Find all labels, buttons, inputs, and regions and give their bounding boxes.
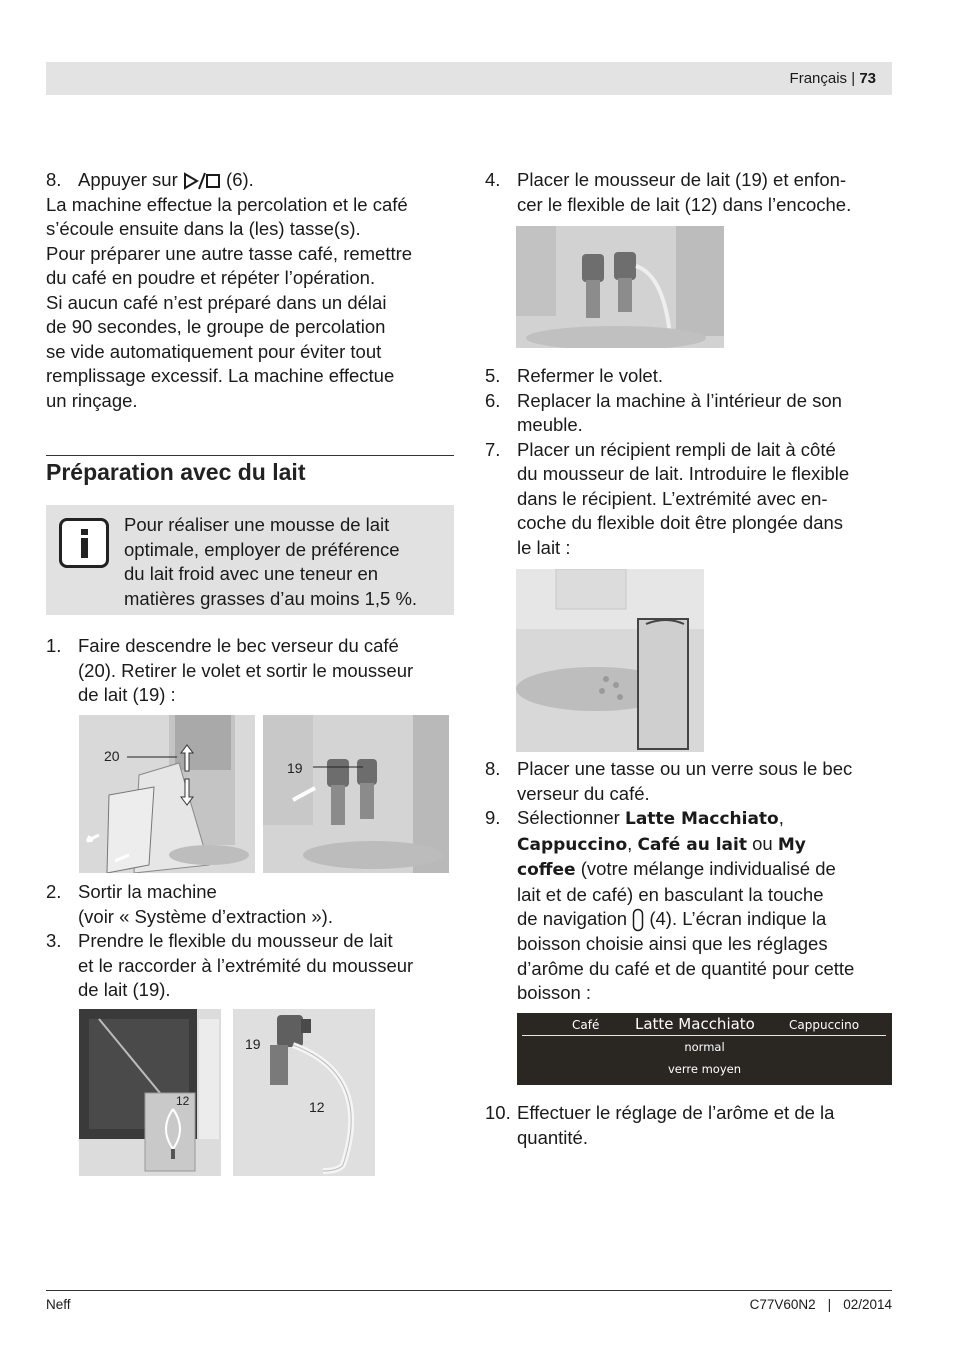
step-3	[46, 929, 456, 1003]
illustration-spout-flap	[79, 715, 255, 873]
step-line	[517, 832, 895, 858]
step-text: (4). L’écran indique la	[644, 908, 827, 929]
section-title: Préparation avec du lait	[46, 459, 306, 485]
step-line: (20). Retirer le volet et sortir le mousseur	[78, 659, 414, 681]
step-text: Sélectionner	[517, 807, 625, 828]
step-number: 2.	[46, 881, 62, 902]
info-note	[46, 505, 454, 615]
step-5	[485, 364, 895, 389]
illustration-hose-storage	[79, 1009, 221, 1176]
step-line: Refermer le volet.	[517, 365, 663, 386]
display-option-left: Café	[572, 1018, 600, 1032]
footer-brand: Neff	[46, 1297, 71, 1312]
right-steps-5-7	[485, 364, 895, 560]
step-number: 3.	[46, 930, 62, 951]
note-text	[124, 513, 449, 611]
step-line: (voir « Système d’extraction »).	[78, 905, 333, 927]
paragraph-line: se vide automatiquement pour éviter tout	[46, 340, 382, 362]
step-line: Placer une tasse ou un verre sous le bec	[517, 758, 853, 779]
display-option-right: Cappuccino	[789, 1018, 860, 1032]
option-cafe-au-lait: Café au lait	[637, 834, 747, 855]
step-text: (votre mélange individualisé de	[575, 858, 836, 879]
step-line: Replacer la machine à l’intérieur de son	[517, 389, 842, 411]
section-divider	[46, 455, 454, 456]
left-step-1	[46, 634, 456, 708]
paragraph-line: un rinçage.	[46, 389, 138, 411]
step-line: verseur du café.	[517, 782, 650, 804]
paragraph-line: remplissage excessif. La machine effectue	[46, 365, 395, 386]
page-number: 73	[859, 70, 876, 87]
step-line: d’arôme du café et de quantité pour cette	[517, 957, 855, 979]
step-text: Appuyer sur	[78, 169, 183, 190]
step-7	[485, 438, 895, 561]
step-text: de navigation	[517, 908, 633, 929]
step-line: quantité.	[517, 1126, 588, 1148]
step-number: 8.	[485, 758, 501, 779]
footer-meta	[750, 1297, 892, 1312]
navigation-key-icon	[632, 908, 644, 932]
step-line: de lait (19).	[78, 979, 171, 1000]
info-icon	[59, 518, 109, 568]
step-1	[46, 634, 456, 708]
step-line: dans le récipient. L’extrémité avec en-	[517, 487, 828, 509]
step-number: 6.	[485, 389, 501, 411]
step-line: Faire descendre le bec verseur du café	[78, 635, 399, 656]
step-line: Placer un récipient rempli de lait à côté	[517, 438, 836, 460]
callout-19: 19	[287, 760, 303, 776]
step-line: Sortir la machine	[78, 881, 217, 902]
step-line: Prendre le flexible du mousseur de lait	[78, 930, 393, 951]
step-number: 7.	[485, 438, 501, 460]
step-number: 4.	[485, 169, 501, 190]
step-line	[517, 857, 895, 883]
footer-divider	[46, 1290, 892, 1291]
step-line: coche du flexible doit être plongée dans	[517, 512, 844, 533]
step-line: le lait :	[517, 536, 571, 558]
paragraph-line: du café en poudre et répéter l’opération.	[46, 267, 376, 288]
callout-20: 20	[104, 748, 120, 764]
paragraph-line: Pour préparer une autre tasse café, remettre	[46, 242, 413, 264]
step-text: ,	[778, 807, 784, 828]
step-text: ou	[746, 832, 778, 854]
step-line: Placer le mousseur de lait (19) et enfon-	[517, 169, 847, 190]
callout-19: 19	[245, 1036, 261, 1052]
footer-separator: |	[827, 1297, 832, 1312]
step-line: lait et de café) en basculant la touche	[517, 883, 824, 905]
step-4	[485, 168, 895, 217]
option-coffee: coffee	[517, 860, 576, 880]
step-line: et le raccorder à l’extrémité du mousseur	[78, 954, 414, 976]
illustration-frother-inserted	[516, 226, 724, 348]
step-line	[517, 806, 895, 832]
step-10	[485, 1101, 895, 1150]
left-column-intro	[46, 168, 456, 413]
step-line: boisson :	[517, 982, 592, 1004]
header-language	[790, 70, 876, 87]
step-number: 1.	[46, 635, 62, 656]
paragraph-line: s’écoule ensuite dans la (les) tasse(s).	[46, 218, 361, 239]
callout-12: 12	[309, 1099, 325, 1115]
step-text: ,	[627, 832, 638, 854]
step-line: de lait (19) :	[78, 684, 176, 705]
left-steps-2-3	[46, 880, 456, 1003]
note-line: du lait froid avec une teneur en	[124, 563, 379, 584]
step-line: cer le flexible de lait (12) dans l’encoche.	[517, 193, 852, 215]
paragraph-line: La machine effectue la percolation et le café	[46, 193, 408, 215]
step-line	[517, 907, 895, 932]
step-line: Effectuer le réglage de l’arôme et de la	[517, 1102, 835, 1123]
step-number: 10.	[485, 1102, 511, 1123]
step-6	[485, 389, 895, 438]
right-step-10	[485, 1101, 895, 1150]
option-cappuccino: Cappuccino	[517, 834, 628, 855]
step-8-right	[485, 757, 895, 806]
header-separator: |	[851, 70, 856, 87]
paragraph-line: Si aucun café n’est préparé dans un délai	[46, 291, 387, 313]
display-aroma: normal	[684, 1040, 725, 1054]
illustration-milk-container	[516, 569, 704, 752]
display-option-selected: Latte Macchiato	[635, 1015, 755, 1033]
display-quantity: verre moyen	[667, 1062, 742, 1076]
step-line: boisson choisie ainsi que les réglages	[517, 933, 828, 955]
illustration-milk-frother-removal	[263, 715, 449, 873]
right-step-4	[485, 168, 895, 217]
step-2	[46, 880, 456, 929]
display-divider	[522, 1035, 886, 1036]
step-number: 5.	[485, 365, 501, 386]
step-line: meuble.	[517, 414, 583, 435]
language-label: Français	[789, 70, 848, 87]
step-9	[485, 806, 895, 1006]
illustration-hose-connected	[233, 1009, 375, 1176]
paragraph-line: de 90 secondes, le groupe de percolation	[46, 316, 386, 337]
option-latte-macchiato: Latte Macchiato	[624, 809, 779, 829]
start-stop-icon	[183, 172, 221, 190]
step-8-left	[46, 168, 456, 193]
right-steps-8-9	[485, 757, 895, 1006]
note-line: optimale, employer de préférence	[124, 538, 400, 560]
footer-date: 02/2014	[843, 1297, 892, 1312]
footer-model: C77V60N2	[749, 1297, 816, 1312]
callout-12: 12	[176, 1094, 190, 1108]
step-number: 8.	[46, 169, 62, 190]
option-my: My	[777, 834, 806, 855]
step-text-end: (6).	[220, 169, 254, 190]
note-line: Pour réaliser une mousse de lait	[124, 514, 390, 535]
step-line: du mousseur de lait. Introduire le flexible	[517, 463, 850, 484]
header-bar	[46, 62, 892, 95]
note-line: matières grasses d’au moins 1,5 %.	[124, 587, 418, 609]
step-number: 9.	[485, 807, 501, 828]
machine-display	[517, 1013, 892, 1085]
